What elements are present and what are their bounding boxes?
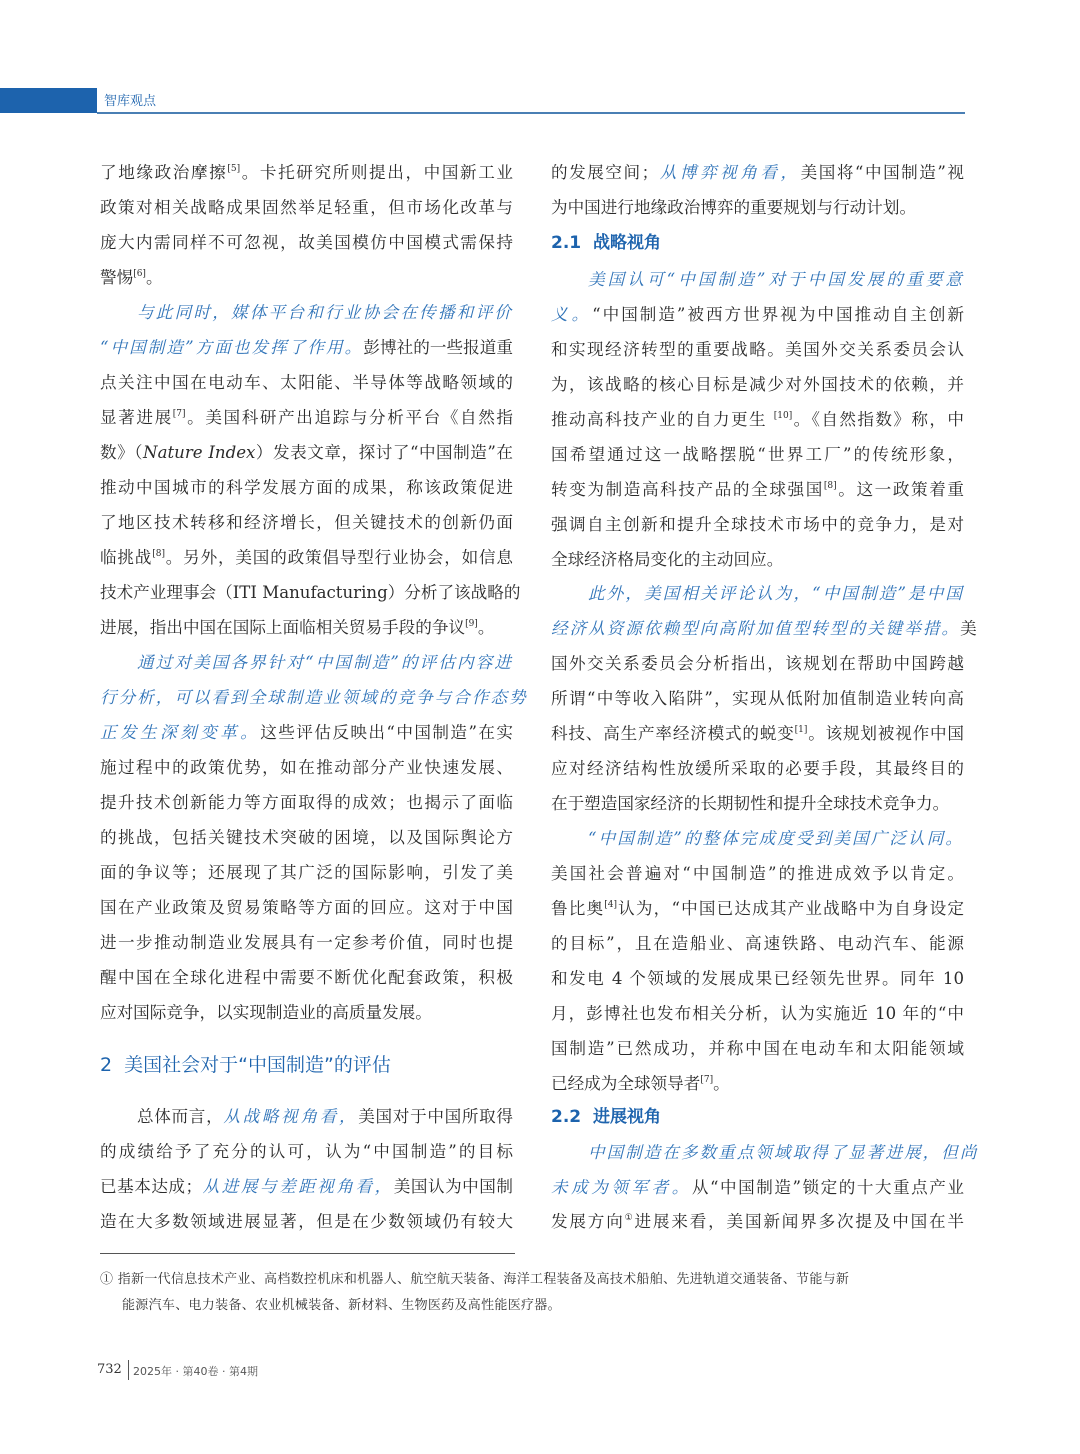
body-text: 应对经济结构性放缓所采取的必要手段，其最终目的 [551,759,964,778]
text-line [551,373,964,397]
body-text: 和实现经济转型的重要战略。美国外交关系委员会认 [551,340,964,359]
body-text: 。 [713,1074,730,1093]
body-text: 美国将“中国制造”视 [800,163,965,182]
text-line [100,1175,513,1199]
emphasis-text: 经济从资源依赖型向高附加值型转型的关键举措。 [551,619,961,638]
text-line [551,338,964,362]
text-line [100,826,513,850]
emphasis-text: 从博弈视角看， [658,163,801,182]
text-line [100,336,513,360]
body-text: 推动中国城市的科学发展方面的成果，称该政策促进 [100,478,513,497]
body-text: 已基本达成； [100,1177,203,1196]
text-line [100,686,528,710]
emphasis-text: 正发生深刻变革。 [100,723,261,742]
body-text: 月，彭博社也发布相关分析，认为实施近 10 年的“中 [551,1004,964,1023]
text-line [100,581,521,605]
text-line [551,792,964,816]
italic-term: Nature Index [143,443,256,462]
text-line [551,932,964,956]
body-text: 进一步推动制造业发展具有一定参考价值，同时也提 [100,933,513,952]
body-text: 醒中国在全球化进程中需要不断优化配套政策，积极 [100,968,513,987]
body-text: 了地缘政治摩擦 [100,163,228,182]
body-text: 美国社会普遍对“中国制造”的推进成效予以肯定。 [551,864,964,883]
body-text: 已经成为全球领导者 [551,1074,701,1093]
footnote-divider [100,1253,515,1254]
text-line [100,476,513,500]
body-text: 国制造”已然成功，并称中国在电动车和太阳能领域 [551,1039,964,1058]
body-text: 的挑战，包括关键技术突破的困境，以及国际舆论方 [100,828,513,847]
header-accent-bar [0,88,97,113]
text-line [100,231,513,255]
text-line [100,616,513,640]
body-text: 为，该战略的核心目标是减少对外国技术的依赖，并 [551,375,964,394]
emphasis-text: 义。 [551,305,593,324]
text-line [551,1002,964,1026]
body-text: 美国认为中国制 [393,1177,513,1196]
body-text: 和发电 4 个领域的发展成果已经领先世界。同年 10 [551,969,964,988]
emphasis-text: 从进展与差距视角看， [202,1177,394,1196]
text-line [551,408,964,432]
body-text: 。这一政策着重 [836,480,965,499]
body-text: 的成绩给予了充分的认可，认为“中国制造”的目标 [100,1142,513,1161]
text-line [100,441,513,465]
body-text: 为中国进行地缘政治博弈的重要规划与行动计划。 [551,198,917,217]
citation-superscript: ① [624,1213,635,1223]
text-line [100,791,513,815]
citation-superscript: [8] [152,549,165,559]
body-text: 进展来看，美国新闻界多次提及中国在半 [634,1212,965,1231]
header-rule [97,112,965,114]
body-text: 数》（ [100,443,144,462]
body-text: 进展，指出中国在国际上面临相关贸易手段的争议 [100,618,466,637]
body-text: 转变为制造高科技产品的全球强国 [551,480,824,499]
body-text: 庞大内需同样不可忽视，故美国模仿中国模式需保持 [100,233,513,252]
citation-superscript: [10] [773,411,793,421]
text-line [100,161,513,185]
text-line [551,687,964,711]
emphasis-text: 中国制造在多数重点领域取得了显著进展，但尚 [588,1143,979,1162]
text-line [551,478,964,502]
text-line [100,861,513,885]
section-label: 智库观点 [104,94,157,109]
body-text: 彭博社的一些报道重 [363,338,514,357]
text-line [100,301,513,325]
text-line [551,161,964,185]
emphasis-text: 此外，美国相关评论认为，“中国制造”是中国 [588,584,964,603]
footnote-line: ① 指新一代信息技术产业、高档数控机床和机器人、航空航天装备、海洋工程装备及高技术船舶、先进轨道交通装备、节能与新 [100,1272,850,1287]
body-text: 。另外，美国的政策倡导型行业协会，如信息 [164,548,514,567]
body-text: ）发表文章，探讨了“中国制造”在 [255,443,513,462]
body-text: 在于塑造国家经济的长期韧性和提升全球技术竞争力。 [551,794,950,813]
text-line [551,757,964,781]
text-line [100,266,513,290]
text-line [551,196,964,220]
citation-superscript: [4] [604,900,618,910]
body-text: 鲁比奥 [551,899,605,918]
text-line [100,931,513,955]
body-text: 发展方向 [551,1212,625,1231]
body-text: 。 [477,618,495,637]
text-line [551,548,964,572]
body-text: 临挑战 [100,548,153,567]
section-heading: 2 美国社会对于“中国制造”的评估 [100,1054,391,1076]
body-text: 国在产业政策及贸易策略等方面的回应。这对于中国 [100,898,513,917]
text-line [551,897,964,921]
body-text: 显著进展 [100,408,173,427]
text-line [100,721,513,745]
footer-divider [128,1360,129,1380]
text-line [100,511,513,535]
page-number: 732 [97,1362,122,1377]
body-text: 。《自然指数》称，中 [792,410,965,429]
text-line [100,196,513,220]
text-line [551,1037,964,1061]
subsection-heading: 2.1 战略视角 [551,233,661,253]
body-text: 。 [145,268,163,287]
emphasis-text: “中国制造”方面也发挥了作用。 [100,338,364,357]
text-line [551,862,964,886]
emphasis-text: 与此同时，媒体平台和行业协会在传播和评价 [137,303,513,322]
body-text: 美 [960,619,977,638]
text-line [100,1140,513,1164]
text-line [551,617,977,641]
text-line [551,652,964,676]
text-line [551,268,964,292]
body-text: 认为，“中国已达成其产业战略中为自身设定 [617,899,964,918]
citation-superscript: [7] [172,409,186,419]
text-line [551,303,964,327]
body-text: 的目标”，且在造船业、高速铁路、电动汽车、能源 [551,934,964,953]
body-text: 警惕 [100,268,134,287]
text-line [100,546,513,570]
body-text: 总体而言， [137,1107,224,1126]
text-line [551,513,964,537]
body-text: 面的争议等；还展现了其广泛的国际影响，引发了美 [100,863,513,882]
text-line [100,756,513,780]
text-line [100,1210,513,1234]
body-text: 施过程中的政策优势，如在推动部分产业快速发展、 [100,758,513,777]
body-text: 从“中国制造”锁定的十大重点产业 [691,1178,965,1197]
text-line [551,443,964,467]
emphasis-text: “中国制造”的整体完成度受到美国广泛认同。 [588,829,964,848]
text-line [551,967,964,991]
body-text: 科技、高生产率经济模式的蜕变 [551,724,795,743]
text-line [100,966,513,990]
body-text: 的发展空间； [551,163,659,182]
text-line [551,827,964,851]
body-text: 国外交关系委员会分析指出，该规划在帮助中国跨越 [551,654,964,673]
citation-superscript: [8] [823,481,837,491]
text-line [551,1141,979,1165]
citation-superscript: [7] [700,1075,714,1085]
body-text: 所谓“中等收入陷阱”，实现从低附加值制造业转向高 [551,689,964,708]
text-line [100,406,513,430]
text-line [100,896,513,920]
text-line [100,371,513,395]
body-text: 美国对于中国所取得 [358,1107,514,1126]
body-text: 国希望通过这一战略摆脱“世界工厂”的传统形象， [551,445,964,464]
emphasis-text: 通过对美国各界针对“中国制造”的评估内容进 [137,653,513,672]
body-text: 。该规划被视作中国 [807,724,965,743]
text-line [551,722,964,746]
emphasis-text: 美国认可“中国制造”对于中国发展的重要意 [588,270,964,289]
text-line [100,1105,513,1129]
body-text: 提升技术创新能力等方面取得的成效；也揭示了面临 [100,793,513,812]
text-line [551,1176,964,1200]
subsection-heading: 2.2 进展视角 [551,1107,661,1127]
body-text: 造在大多数领域进展显著，但是在少数领域仍有较大 [100,1212,513,1231]
citation-superscript: [9] [465,619,478,629]
body-text: 。美国科研产出追踪与分析平台《自然指 [185,408,514,427]
body-text: 了地区技术转移和经济增长，但关键技术的创新仍面 [100,513,513,532]
emphasis-text: 从战略视角看， [223,1107,359,1126]
citation-superscript: [1] [794,725,808,735]
footnote-line: 能源汽车、电力装备、农业机械装备、新材料、生物医药及高性能医疗器。 [122,1298,561,1313]
body-text: 技术产业理事会（ITI Manufacturing）分析了该战略的 [100,583,521,602]
body-text: 推动高科技产业的自力更生 [551,410,774,429]
body-text: 。卡托研究所则提出，中国新工业 [240,163,514,182]
emphasis-text: 未成为领军者。 [551,1178,692,1197]
body-text: “中国制造”被西方世界视为中国推动自主创新 [592,305,965,324]
text-line [100,1001,513,1025]
body-text: 应对国际竞争，以实现制造业的高质量发展。 [100,1003,432,1022]
citation-superscript: [6] [133,269,146,279]
body-text: 点关注中国在电动车、太阳能、半导体等战略领域的 [100,373,513,392]
body-text: 强调自主创新和提升全球技术市场中的竞争力，是对 [551,515,964,534]
text-line [100,651,513,675]
text-line [551,1072,964,1096]
body-text: 政策对相关战略成果固然举足轻重，但市场化改革与 [100,198,513,217]
text-line [551,582,964,606]
body-text: 这些评估反映出“中国制造”在实 [260,723,514,742]
text-line [551,1210,964,1234]
body-text: 全球经济格局变化的主动回应。 [551,550,784,569]
citation-superscript: [5] [227,164,241,174]
issue-info: 2025年 · 第40卷 · 第4期 [133,1365,258,1378]
emphasis-text: 行分析，可以看到全球制造业领域的竞争与合作态势 [100,688,528,707]
